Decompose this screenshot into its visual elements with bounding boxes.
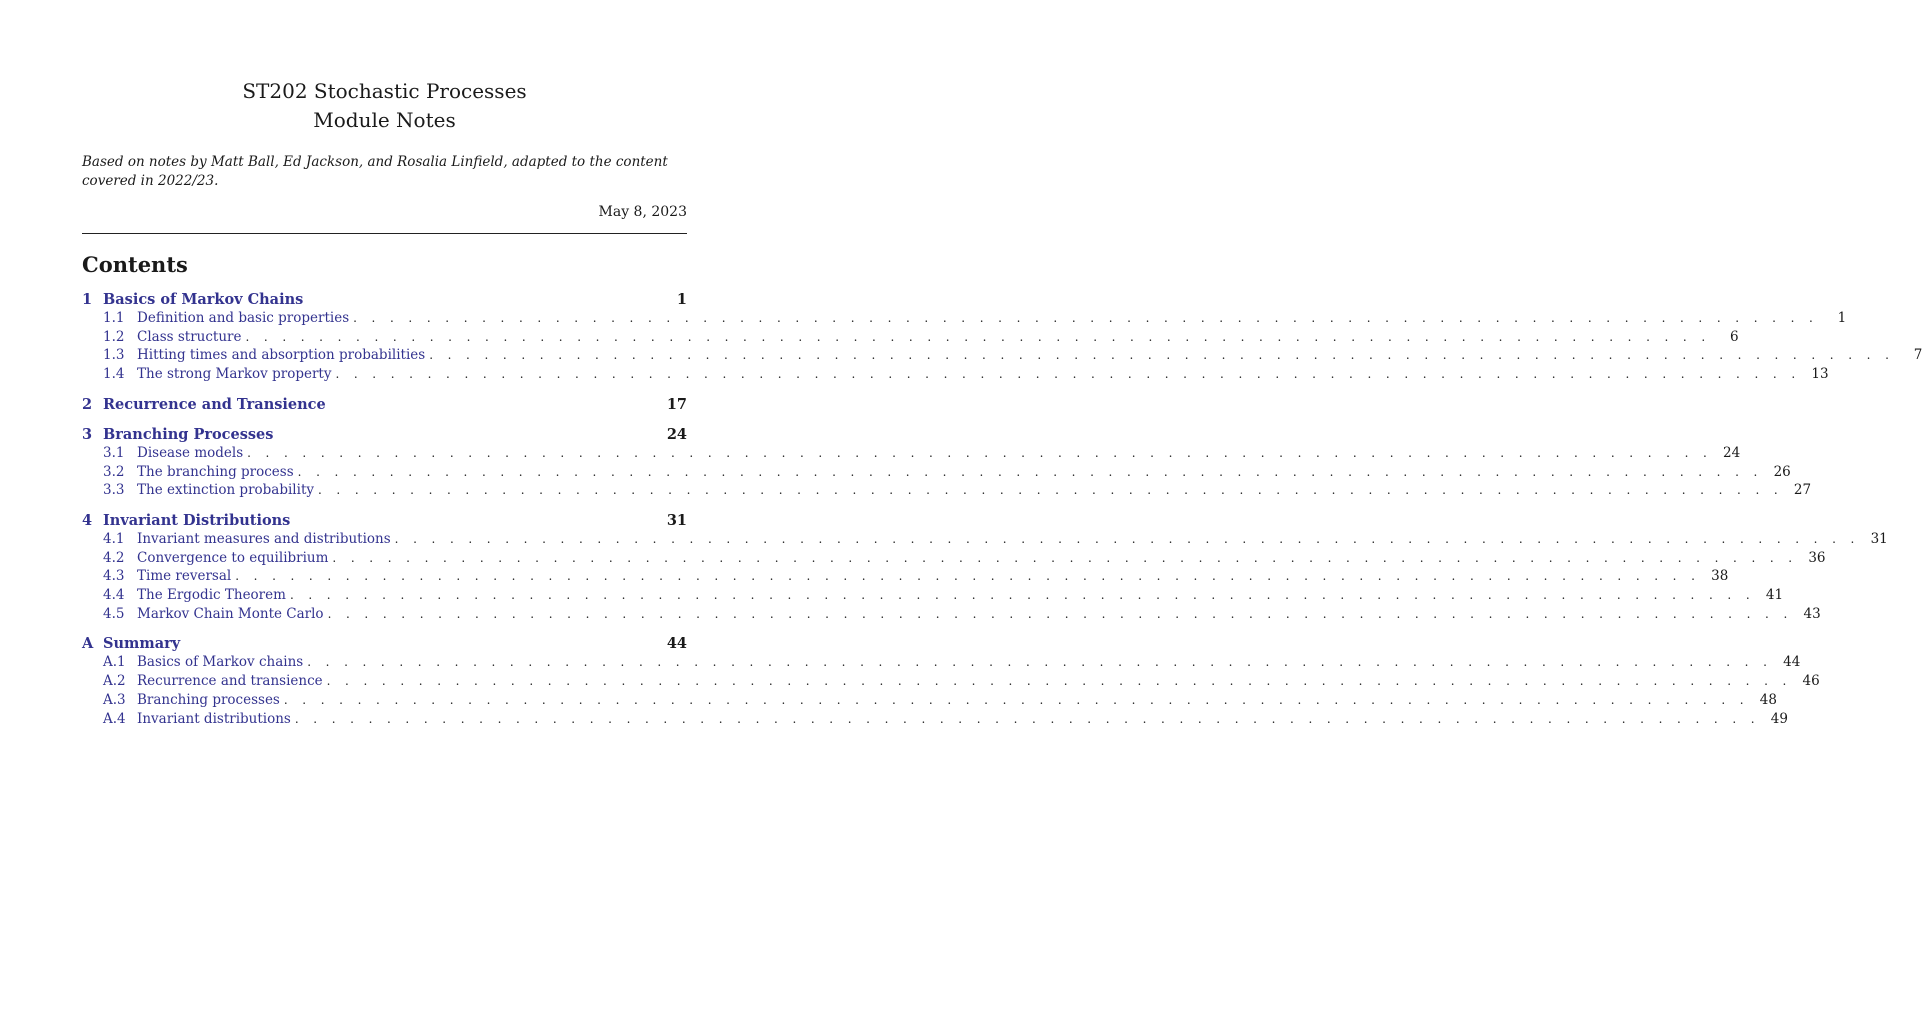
- dot-leader: . . . . . . . . . . . . . . . . . . . . . . . . . . . . . . . . . . . . . . . . . . . . . . . . . . . . . . . . . . . . . . . . . . . . . . . . . . . . . . . .: [326, 674, 1792, 689]
- dot-leader: . . . . . . . . . . . . . . . . . . . . . . . . . . . . . . . . . . . . . . . . . . . . . . . . . . . . . . . . . . . . . . . . . . . . . . . . . . . . . . . .: [327, 606, 1793, 621]
- toc-subsection-number: 4.5: [103, 605, 125, 622]
- toc-subsection-page: 31: [1870, 530, 1888, 547]
- toc-subsection-number: A.3: [103, 691, 126, 708]
- toc-subsection-title: The branching process: [137, 463, 294, 480]
- toc-subsection-link[interactable]: [82, 444, 1741, 463]
- dot-leader: . . . . . . . . . . . . . . . . . . . . . . . . . . . . . . . . . . . . . . . . . . . . . . . . . . . . . . . . . . . . . . . . . . . . . . . . . . . . . . . .: [294, 711, 1760, 726]
- dot-leader: . . . . . . . . . . . . . . . . . . . . . . . . . . . . . . . . . . . . . . . . . . . . . . . . . . . . . . . . . . . . . . . . . . . . . . . . . . . . . . . .: [245, 329, 1711, 344]
- toc-subsection-number: 4.4: [103, 587, 125, 604]
- toc-subsection-page: 1: [1837, 310, 1847, 326]
- document-title: [82, 77, 687, 135]
- toc-subsection-number: 4.1: [103, 530, 125, 547]
- toc-subsection-page: 13: [1811, 366, 1829, 383]
- toc-subsection-page: 44: [1783, 654, 1801, 671]
- toc-section-page: 44: [666, 635, 687, 653]
- toc-subsection-title: The extinction probability: [137, 482, 314, 499]
- toc-subsection-title: Hitting times and absorption probabilities: [137, 347, 426, 364]
- toc-subsection-number: 4.2: [103, 549, 125, 566]
- toc-subsection-page: 27: [1793, 482, 1812, 499]
- toc-subsection-title: Definition and basic properties: [137, 310, 350, 326]
- contents-heading: Contents: [82, 252, 188, 277]
- toc-subsection-link[interactable]: [82, 605, 1821, 624]
- dot-leader: . . . . . . . . . . . . . . . . . . . . . . . . . . . . . . . . . . . . . . . . . . . . . . . . . . . . . . . . . . . . . . . . . . . . . . . . . . . . . . . .: [429, 348, 1895, 363]
- toc-subsection-link[interactable]: [82, 530, 1888, 549]
- toc-subsection-link[interactable]: [82, 567, 1729, 586]
- toc-subsection-title: Markov Chain Monte Carlo: [137, 605, 324, 622]
- toc-subsection-link[interactable]: [82, 309, 1847, 328]
- title-line-1: ST202 Stochastic Processes: [242, 79, 527, 103]
- toc-section-number: 3: [82, 425, 93, 443]
- abstract: Based on notes by Matt Ball, Ed Jackson, and Rosalia Linfield, adapted to the content covered in 2022/23.: [82, 154, 668, 189]
- toc-subsection-title: Time reversal: [137, 568, 232, 585]
- dot-leader: . . . . . . . . . . . . . . . . . . . . . . . . . . . . . . . . . . . . . . . . . . . . . . . . . . . . . . . . . . . . . . . . . . . . . . . . . . . . . . . .: [318, 483, 1784, 498]
- toc-subsection-title: Invariant measures and distributions: [137, 530, 391, 547]
- document-page: [82, 0, 1922, 739]
- toc-section-page: 24: [666, 425, 687, 443]
- toc-subsection-title: Branching processes: [137, 691, 280, 708]
- toc-section-link[interactable]: [82, 511, 687, 530]
- dot-leader: . . . . . . . . . . . . . . . . . . . . . . . . . . . . . . . . . . . . . . . . . . . . . . . . . . . . . . . . . . . . . . . . . . . . . . . . . . . . . . . .: [247, 445, 1713, 460]
- toc-section: [82, 290, 1922, 384]
- toc-section-link[interactable]: [82, 425, 687, 444]
- toc-subsection-link[interactable]: [82, 691, 1777, 710]
- toc-subsection-link[interactable]: [82, 586, 1784, 605]
- toc-subsection-title: Basics of Markov chains: [137, 654, 304, 671]
- toc-subsection-number: 3.1: [103, 444, 125, 461]
- toc-subsection-title: Disease models: [137, 444, 244, 461]
- toc-section-page: 1: [676, 291, 687, 308]
- toc-subsection-link[interactable]: [82, 549, 1826, 568]
- toc-subsection-page: 38: [1711, 568, 1729, 585]
- dot-leader: . . . . . . . . . . . . . . . . . . . . . . . . . . . . . . . . . . . . . . . . . . . . . . . . . . . . . . . . . . . . . . . . . . . . . . . . . . . . . . . .: [332, 550, 1798, 565]
- toc-section-number: A: [82, 635, 94, 653]
- toc-section-page: 31: [666, 511, 687, 529]
- toc-section: [82, 425, 1812, 500]
- toc-subsection-number: 3.2: [103, 463, 125, 480]
- toc-section-title: Summary: [103, 635, 181, 653]
- toc-subsection-link[interactable]: [82, 653, 1801, 672]
- toc-subsection-link[interactable]: [82, 328, 1739, 347]
- toc-subsection-number: 1.3: [103, 347, 125, 364]
- dot-leader: . . . . . . . . . . . . . . . . . . . . . . . . . . . . . . . . . . . . . . . . . . . . . . . . . . . . . . . . . . . . . . . . . . . . . . . . . . . . . . . .: [394, 531, 1860, 546]
- toc-section-title: Recurrence and Transience: [103, 395, 326, 413]
- toc-subsection-page: 41: [1765, 587, 1784, 604]
- toc-subsection-page: 49: [1770, 710, 1788, 727]
- toc-subsection-link[interactable]: [82, 481, 1812, 500]
- toc-subsection-link[interactable]: [82, 672, 1820, 691]
- horizontal-rule: [82, 233, 687, 234]
- toc-subsection-number: 3.3: [103, 482, 125, 499]
- toc-section-link[interactable]: [82, 634, 687, 653]
- dot-leader: . . . . . . . . . . . . . . . . . . . . . . . . . . . . . . . . . . . . . . . . . . . . . . . . . . . . . . . . . . . . . . . . . . . . . . . . . . . . . . . .: [289, 588, 1756, 603]
- dot-leader: . . . . . . . . . . . . . . . . . . . . . . . . . . . . . . . . . . . . . . . . . . . . . . . . . . . . . . . . . . . . . . . . . . . . . . . . . . . . . . . .: [235, 569, 1701, 584]
- dot-leader: . . . . . . . . . . . . . . . . . . . . . . . . . . . . . . . . . . . . . . . . . . . . . . . . . . . . . . . . . . . . . . . . . . . . . . . . . . . . . . . .: [353, 311, 1819, 325]
- toc-subsection-title: Convergence to equilibrium: [137, 549, 329, 566]
- toc-subsection-number: A.2: [103, 673, 126, 690]
- toc-subsection-title: Invariant distributions: [137, 710, 291, 727]
- toc-section-link[interactable]: [82, 395, 687, 414]
- toc-section-number: 1: [82, 291, 93, 308]
- dot-leader: . . . . . . . . . . . . . . . . . . . . . . . . . . . . . . . . . . . . . . . . . . . . . . . . . . . . . . . . . . . . . . . . . . . . . . . . . . . . . . . .: [335, 367, 1801, 382]
- toc-subsection-link[interactable]: [82, 346, 1922, 365]
- dot-leader: . . . . . . . . . . . . . . . . . . . . . . . . . . . . . . . . . . . . . . . . . . . . . . . . . . . . . . . . . . . . . . . . . . . . . . . . . . . . . . . .: [307, 655, 1773, 670]
- toc-subsection-number: 1.1: [103, 310, 125, 326]
- toc-subsection-title: Class structure: [137, 328, 242, 345]
- toc-subsection-page: 6: [1729, 328, 1739, 345]
- dot-leader: . . . . . . . . . . . . . . . . . . . . . . . . . . . . . . . . . . . . . . . . . . . . . . . . . . . . . . . . . . . . . . . . . . . . . . . . . . . . . . . .: [283, 692, 1749, 707]
- document-date: May 8, 2023: [598, 204, 687, 220]
- toc-subsection-link[interactable]: [82, 463, 1791, 482]
- toc-section-link[interactable]: [82, 290, 687, 309]
- toc-subsection-number: 1.4: [103, 366, 125, 383]
- toc-subsection-number: A.1: [103, 654, 126, 671]
- toc-subsection-page: 43: [1803, 605, 1821, 622]
- dot-leader: . . . . . . . . . . . . . . . . . . . . . . . . . . . . . . . . . . . . . . . . . . . . . . . . . . . . . . . . . . . . . . . . . . . . . . . . . . . . . . . .: [297, 464, 1763, 479]
- toc-subsection-page: 26: [1773, 463, 1791, 480]
- toc-subsection-title: The strong Markov property: [137, 366, 332, 383]
- toc-subsection-link[interactable]: [82, 710, 1788, 729]
- toc-subsection-page: 46: [1802, 673, 1820, 690]
- toc-subsection-page: 36: [1808, 549, 1826, 566]
- toc-section-number: 2: [82, 395, 93, 413]
- table-of-contents: [82, 290, 1922, 728]
- toc-section-title: Branching Processes: [103, 425, 274, 443]
- toc-subsection-number: A.4: [103, 710, 126, 727]
- toc-section-title: Basics of Markov Chains: [103, 291, 304, 308]
- title-line-2: Module Notes: [313, 108, 456, 132]
- toc-subsection-page: 7: [1913, 347, 1922, 364]
- toc-subsection-page: 24: [1723, 444, 1741, 461]
- toc-subsection-link[interactable]: [82, 365, 1829, 384]
- toc-section-title: Invariant Distributions: [103, 511, 291, 529]
- toc-subsection-title: Recurrence and transience: [137, 673, 323, 690]
- toc-section: [82, 395, 687, 414]
- toc-section-number: 4: [82, 511, 93, 529]
- toc-subsection-page: 48: [1759, 691, 1777, 708]
- toc-subsection-number: 1.2: [103, 328, 125, 345]
- toc-subsection-number: 4.3: [103, 568, 125, 585]
- toc-section-page: 17: [666, 395, 687, 413]
- toc-subsection-title: The Ergodic Theorem: [137, 587, 286, 604]
- toc-section: [82, 634, 1820, 728]
- toc-section: [82, 511, 1888, 624]
